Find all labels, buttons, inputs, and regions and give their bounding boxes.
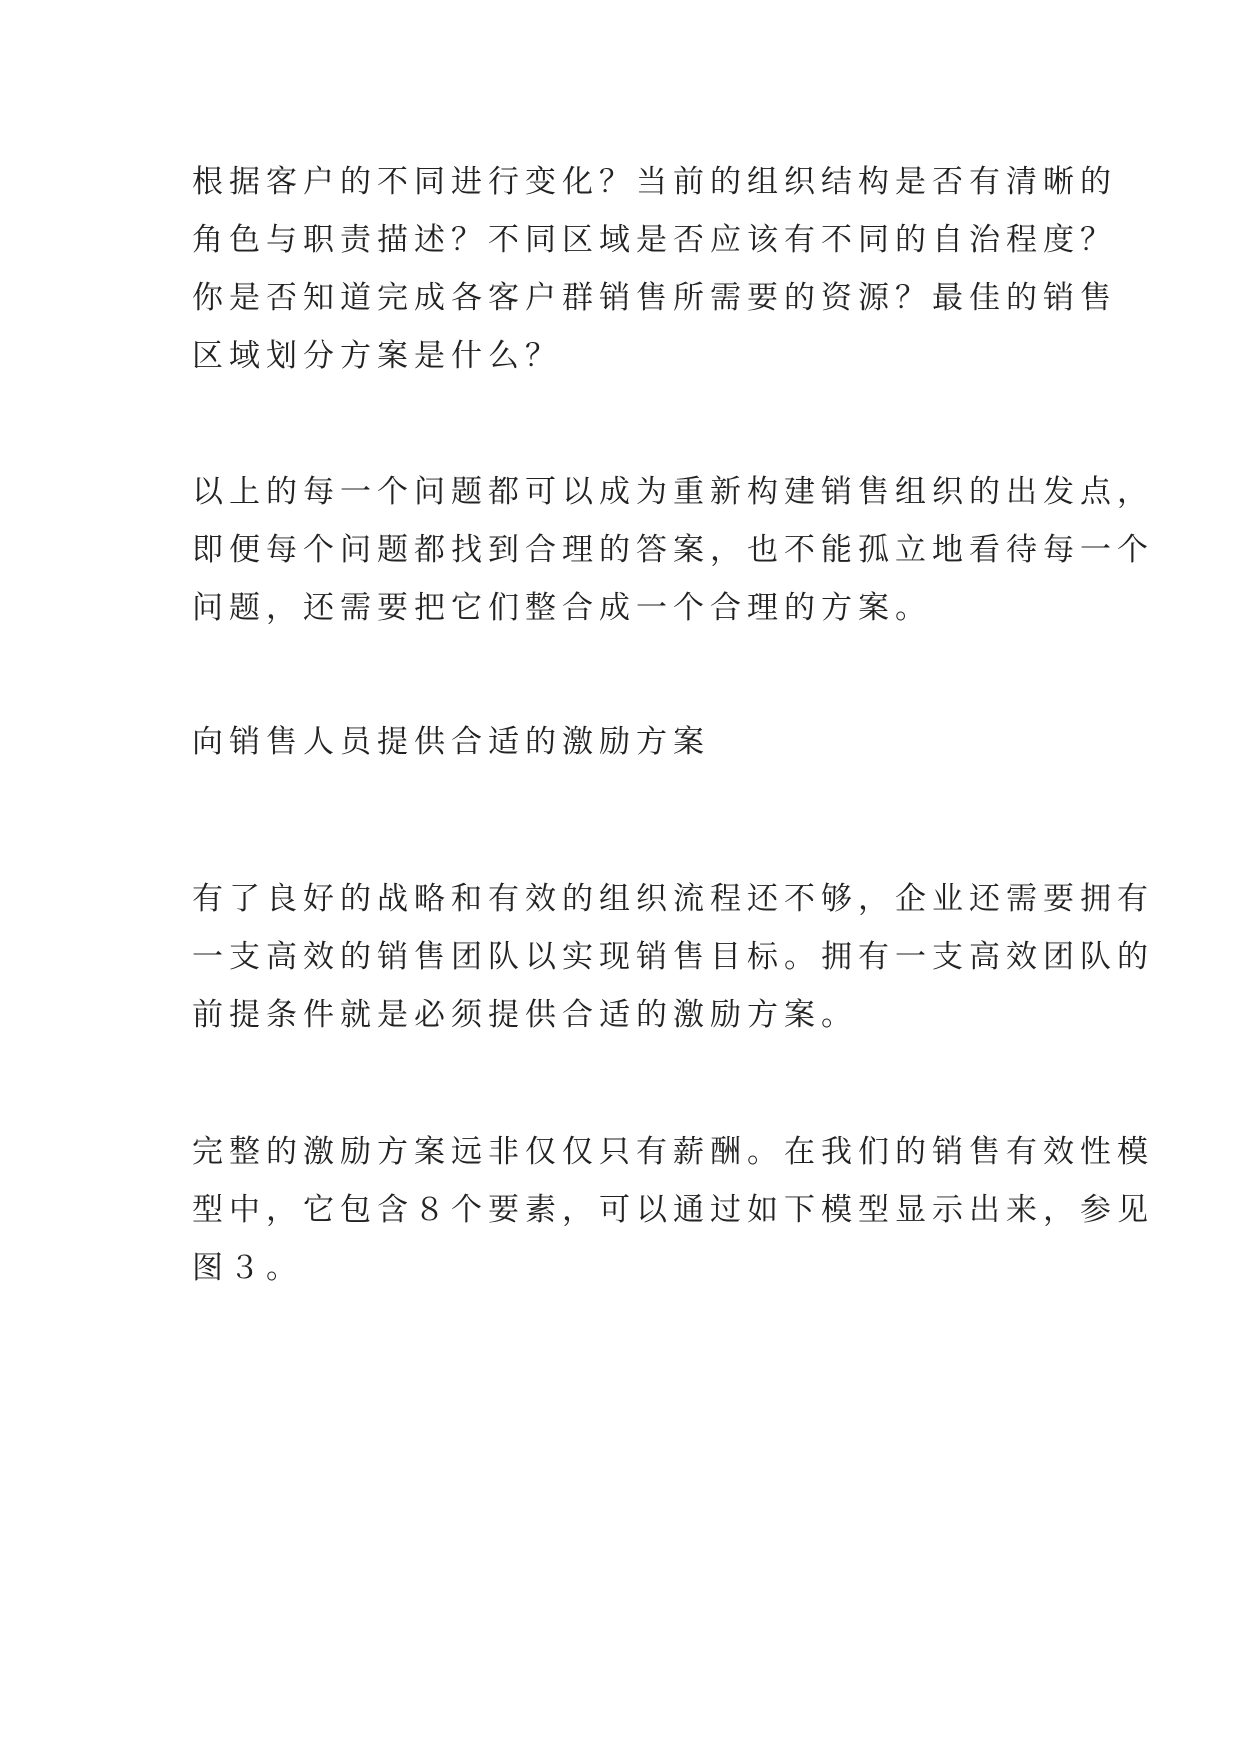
section-heading [192,713,1072,771]
text-line: 角色与职责描述？不同区域是否应该有不同的自治程度？ [192,222,1117,258]
paragraph-4 [192,1123,1154,1297]
text-line: 一支高效的销售团队以实现销售目标。拥有一支高效团队的 [192,939,1154,975]
paragraph-2 [192,463,1154,637]
paragraph-1 [192,153,1117,385]
text-line: 完整的激励方案远非仅仅只有薪酬。在我们的销售有效性模 [192,1134,1154,1170]
text-line: 区域划分方案是什么？ [192,338,562,374]
heading-text: 向销售人员提供合适的激励方案 [192,724,710,760]
text-line: 即便每个问题都找到合理的答案，也不能孤立地看待每一个 [192,532,1154,568]
text-line: 型中，它包含８个要素，可以通过如下模型显示出来，参见 [192,1192,1154,1228]
text-line: 图３。 [192,1250,303,1286]
paragraph-3 [192,870,1154,1044]
text-line: 你是否知道完成各客户群销售所需要的资源？最佳的销售 [192,280,1117,316]
text-line: 有了良好的战略和有效的组织流程还不够，企业还需要拥有 [192,881,1154,917]
text-line: 以上的每一个问题都可以成为重新构建销售组织的出发点， [192,474,1154,510]
text-line: 问题，还需要把它们整合成一个合理的方案。 [192,590,932,626]
text-line: 根据客户的不同进行变化？当前的组织结构是否有清晰的 [192,164,1117,200]
text-line: 前提条件就是必须提供合适的激励方案。 [192,997,858,1033]
